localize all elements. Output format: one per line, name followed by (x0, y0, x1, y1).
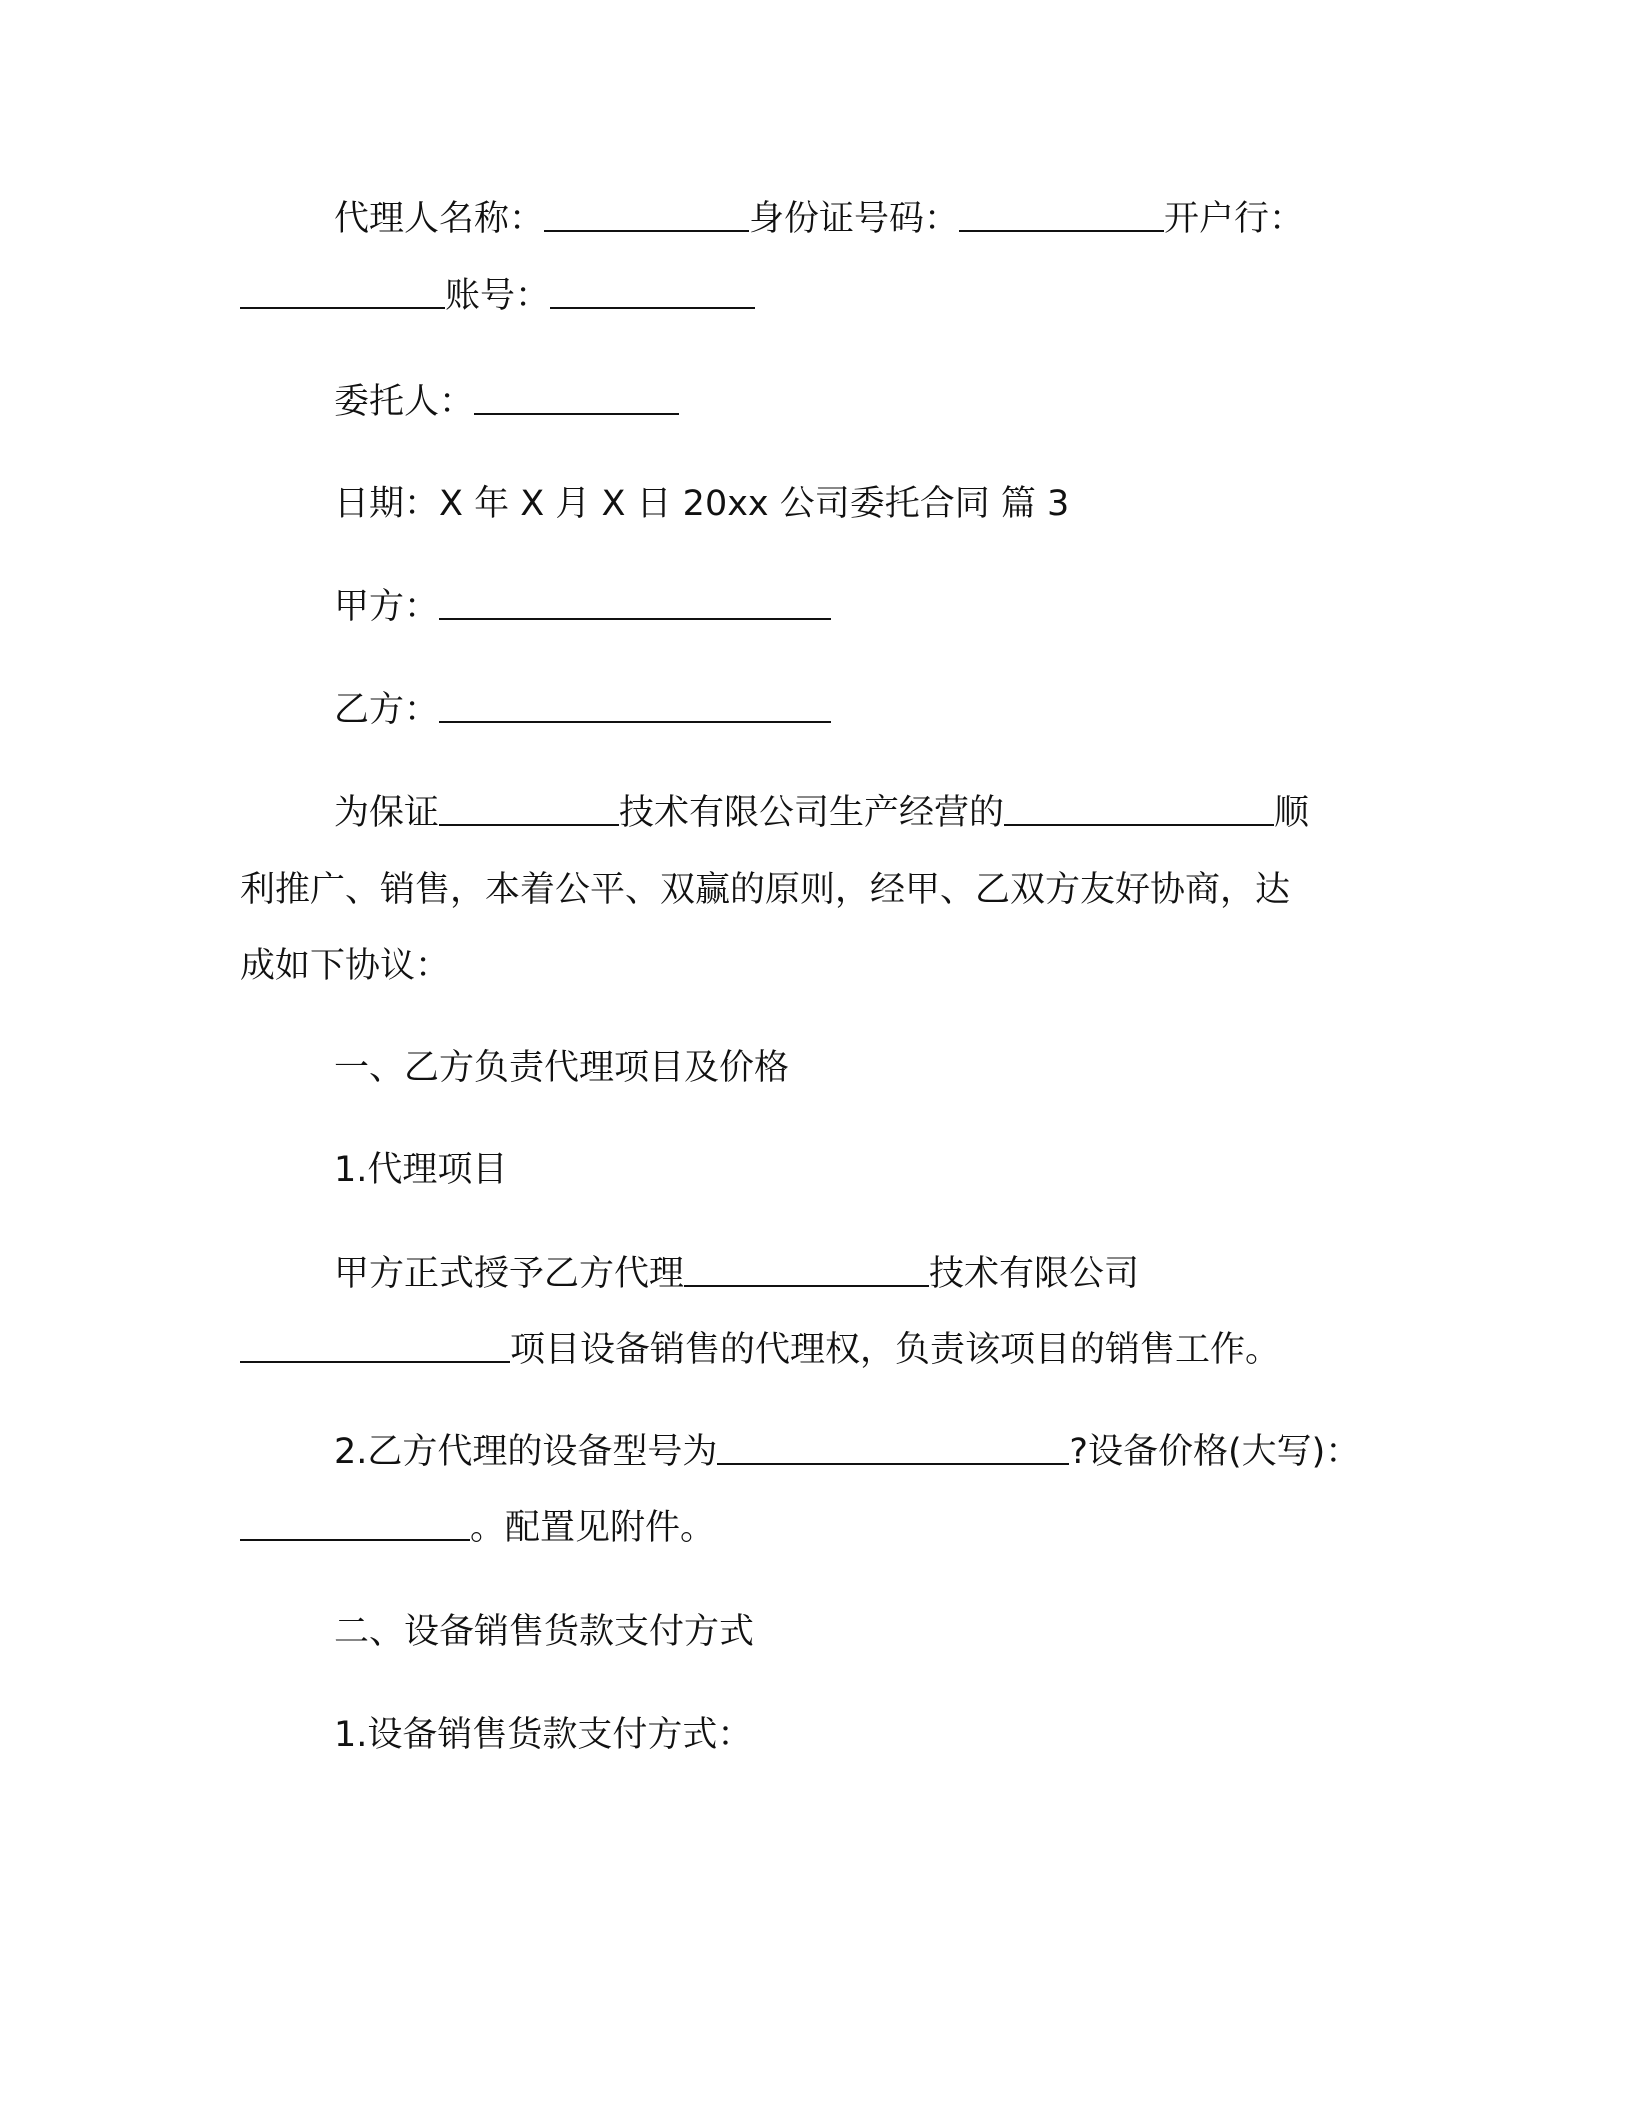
item-1-line-2 (240, 1326, 1400, 1374)
item-2-line-2 (240, 1504, 1400, 1552)
principal-blank (474, 383, 679, 415)
section-2-item-1-text: 1.设备销售货款支付方式： (334, 1715, 753, 1755)
section-1-title-text: 一、乙方负责代理项目及价格 (334, 1048, 790, 1088)
item-1-title-text: 1.代理项目 (334, 1150, 508, 1190)
party-a-line (334, 583, 1494, 631)
item-2-text-2: ?设备价格(大写)： (1069, 1432, 1361, 1472)
intro-line-2 (240, 866, 1400, 914)
project-blank (240, 1331, 510, 1363)
account-blank (550, 277, 755, 309)
section-2-title (334, 1608, 1494, 1656)
company-blank (439, 794, 619, 826)
party-b-blank (439, 691, 831, 723)
account-label: 账号： (445, 276, 551, 316)
section-2-item-1 (334, 1711, 1494, 1759)
party-a-label: 甲方： (334, 587, 440, 627)
agent-name-label: 代理人名称： (334, 199, 545, 239)
agent-info-line-1 (334, 195, 1494, 243)
price-blank (240, 1509, 470, 1541)
party-a-blank (439, 588, 831, 620)
intro-line-1 (334, 789, 1494, 837)
intro-text-4: 利推广、销售，本着公平、双赢的原则，经甲、乙双方友好协商，达 (240, 870, 1291, 910)
party-b-label: 乙方： (334, 690, 440, 730)
id-number-label: 身份证号码： (749, 199, 960, 239)
agent-name-blank (544, 200, 749, 232)
item-1-text-3: 项目设备销售的代理权，负责该项目的销售工作。 (510, 1330, 1281, 1370)
party-b-line (334, 686, 1494, 734)
date-line (334, 480, 1494, 528)
item-1-text-2: 技术有限公司 (929, 1254, 1140, 1294)
intro-text-3: 顺 (1274, 793, 1310, 833)
date-text: 日期：X 年 X 月 X 日 20xx 公司委托合同 篇 3 (334, 484, 1070, 524)
intro-text-2: 技术有限公司生产经营的 (619, 793, 1005, 833)
item-2-text-1: 2.乙方代理的设备型号为 (334, 1432, 718, 1472)
item-1-text-1: 甲方正式授予乙方代理 (334, 1254, 685, 1294)
section-2-title-text: 二、设备销售货款支付方式 (334, 1612, 755, 1652)
agency-company-blank (684, 1255, 929, 1287)
bank-label: 开户行： (1164, 199, 1305, 239)
item-1-line-1 (334, 1250, 1494, 1298)
product-blank (1004, 794, 1274, 826)
intro-text-5: 成如下协议： (240, 946, 451, 986)
item-2-line-1 (334, 1428, 1494, 1476)
item-1-title (334, 1146, 1494, 1194)
principal-label: 委托人： (334, 382, 475, 422)
model-blank (717, 1433, 1069, 1465)
item-2-text-3: 。配置见附件。 (470, 1508, 716, 1548)
bank-blank (240, 277, 445, 309)
intro-line-3 (240, 942, 1400, 990)
principal-line (334, 378, 1494, 426)
intro-text-1: 为保证 (334, 793, 440, 833)
id-number-blank (959, 200, 1164, 232)
section-1-title (334, 1044, 1494, 1092)
agent-info-line-2 (240, 272, 1400, 320)
